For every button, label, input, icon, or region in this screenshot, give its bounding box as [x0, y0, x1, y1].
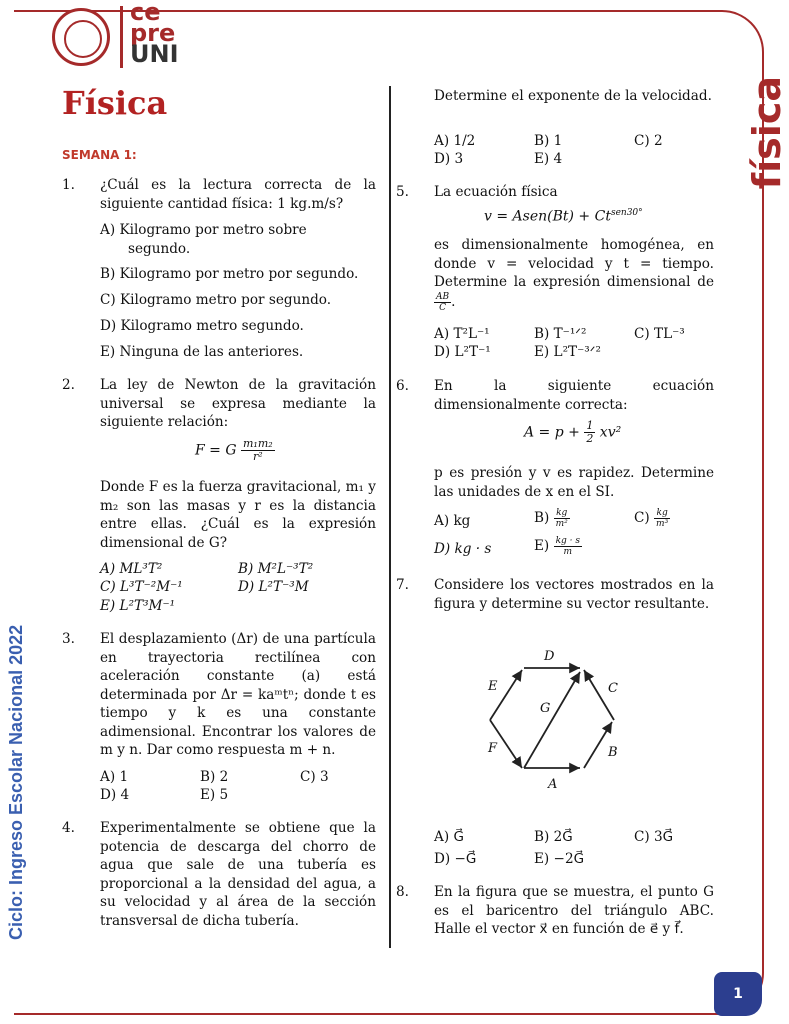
q5-option-c: C) TL⁻³: [634, 326, 685, 342]
cepre-uni-logo: ce pre UNI: [130, 0, 179, 68]
q6-option-e: E) $\frac{kg \cdot s}{m}$: [534, 536, 580, 557]
q1-option-c: C) Kilogramo metro por segundo.: [100, 292, 332, 308]
vector-g-line: [524, 672, 580, 768]
q4-option-c: C) 2: [634, 133, 663, 149]
q4-option-b: B) 1: [534, 133, 563, 149]
logo-divider: [120, 6, 123, 68]
q2-text-2: Donde F es la fuerza gravitacional, m₁ y m₂ son las masas y r es la distancia entre ellas. ¿Cuál es la expresión dimensional de G?: [100, 479, 376, 551]
question-8-text: En la figura que se muestra, el punto G es el baricentro del triángulo ABC. Halle el vector x⃗ en función de e⃗ y f⃗.: [434, 884, 714, 937]
page-number: 1: [714, 972, 762, 1016]
question-5-text: La ecuación física: [434, 184, 558, 200]
hexagon-vectors-figure: [480, 640, 640, 800]
q5-option-b: B) T⁻¹ᐟ²: [534, 326, 587, 342]
q1-option-a: A) Kilogramo por metro sobre: [100, 222, 307, 238]
q3-option-a: A) 1: [100, 769, 129, 785]
q5-option-e: E) L²T⁻³ᐟ²: [534, 344, 601, 360]
q6-option-b: B) $\frac{kg}{\text{m²}}$: [534, 508, 568, 529]
q7-option-e: E) −2G⃗: [534, 851, 585, 867]
q2-option-c: C) L³T⁻²M⁻¹: [100, 579, 183, 595]
q5-text-2: es dimensionalmente homogénea, en donde v = velocidad y t = tiempo. Determine la expresión dimensional de $\frac{AB}{C}$ .: [434, 237, 714, 313]
q3-option-b: B) 2: [200, 769, 229, 785]
university-seal: [52, 8, 110, 66]
q7-option-c: C) 3G⃗: [634, 829, 674, 845]
cycle-label: Ciclo: Ingreso Escolar Nacional 2022: [6, 624, 26, 940]
q4-option-d: D) 3: [434, 151, 464, 167]
q1-option-d: D) Kilogramo metro segundo.: [100, 318, 304, 334]
q6-option-a: A) kg: [434, 513, 471, 529]
page-title: Física: [62, 84, 168, 122]
column-divider: [389, 86, 391, 948]
vector-label-c: C: [608, 681, 618, 696]
q4-continuation: Determine el exponente de la velocidad.: [434, 88, 712, 104]
q2-option-a: A) ML³T²: [100, 561, 163, 577]
vector-label-e: E: [488, 679, 498, 694]
q7-option-b: B) 2G⃗: [534, 829, 573, 845]
q1-option-b: B) Kilogramo por metro por segundo.: [100, 266, 359, 282]
q7-option-d: D) −G⃗: [434, 851, 477, 867]
q6-option-c: C) $\frac{kg}{\text{m³}}$: [634, 508, 669, 529]
question-3-text: El desplazamiento (Δr) de una partícula en trayectoria rectilínea con aceleración constante (a) está determinada por Δr = kaᵐtⁿ; donde t es tiempo y k es una constante adimensional. Encontrar los valores de m y n. Dar como respuesta m + n.: [100, 631, 376, 758]
q3-option-e: E) 5: [200, 787, 229, 803]
q6-text-2: p es presión y v es rapidez. Determine las unidades de x en el SI.: [434, 465, 714, 500]
q1-option-a-cont: segundo.: [128, 241, 191, 257]
question-2-text: La ley de Newton de la gravitación universal se expresa mediante la siguiente relación:: [100, 377, 376, 430]
q2-equation: F = G $\frac{\text{m₁m₂}}{\text{r²}}$: [195, 437, 273, 463]
q2-option-e: E) L²T³M⁻¹: [100, 598, 176, 614]
q6-option-d: D) kg · s: [434, 541, 492, 557]
q3-option-c: C) 3: [300, 769, 329, 785]
q6-equation: A = p + $\frac{1}{2}$ xv²: [524, 419, 622, 445]
question-7-text: Considere los vectores mostrados en la figura y determine su vector resultante.: [434, 577, 714, 612]
side-subject-label: física: [745, 76, 789, 190]
q1-option-e: E) Ninguna de las anteriores.: [100, 344, 304, 360]
q2-option-d: D) L²T⁻³M: [238, 579, 309, 595]
q4-option-e: E) 4: [534, 151, 563, 167]
week-label: SEMANA 1:: [62, 148, 137, 162]
question-6-text: En la siguiente ecuación dimensionalmente correcta:: [434, 378, 714, 413]
q4-option-a: A) 1/2: [434, 133, 476, 149]
question-4-text: Experimentalmente se obtiene que la potencia de descarga del chorro de agua que sale de una tubería es proporcional a la densidad del agua, a su velocidad y al área de la sección transversal de dicha tubería.: [100, 820, 376, 929]
vector-label-f: F: [488, 741, 498, 756]
vector-label-a: A: [548, 777, 558, 792]
vector-label-b: B: [608, 745, 618, 760]
q2-option-b: B) M²L⁻³T²: [238, 561, 314, 577]
q7-option-a: A) G⃗: [434, 829, 464, 845]
vector-label-d: D: [544, 649, 555, 664]
vector-e-line: [490, 670, 522, 720]
q3-option-d: D) 4: [100, 787, 130, 803]
q5-equation: v = Asen(Bt) + $Ct^{sen30^\circ}$: [484, 208, 643, 225]
q5-option-d: D) L²T⁻¹: [434, 344, 491, 360]
q5-option-a: A) T²L⁻¹: [434, 326, 490, 342]
question-1-text: ¿Cuál es la lectura correcta de la siguiente cantidad física: 1 kg.m/s?: [100, 177, 376, 212]
vector-label-g: G: [540, 701, 551, 716]
